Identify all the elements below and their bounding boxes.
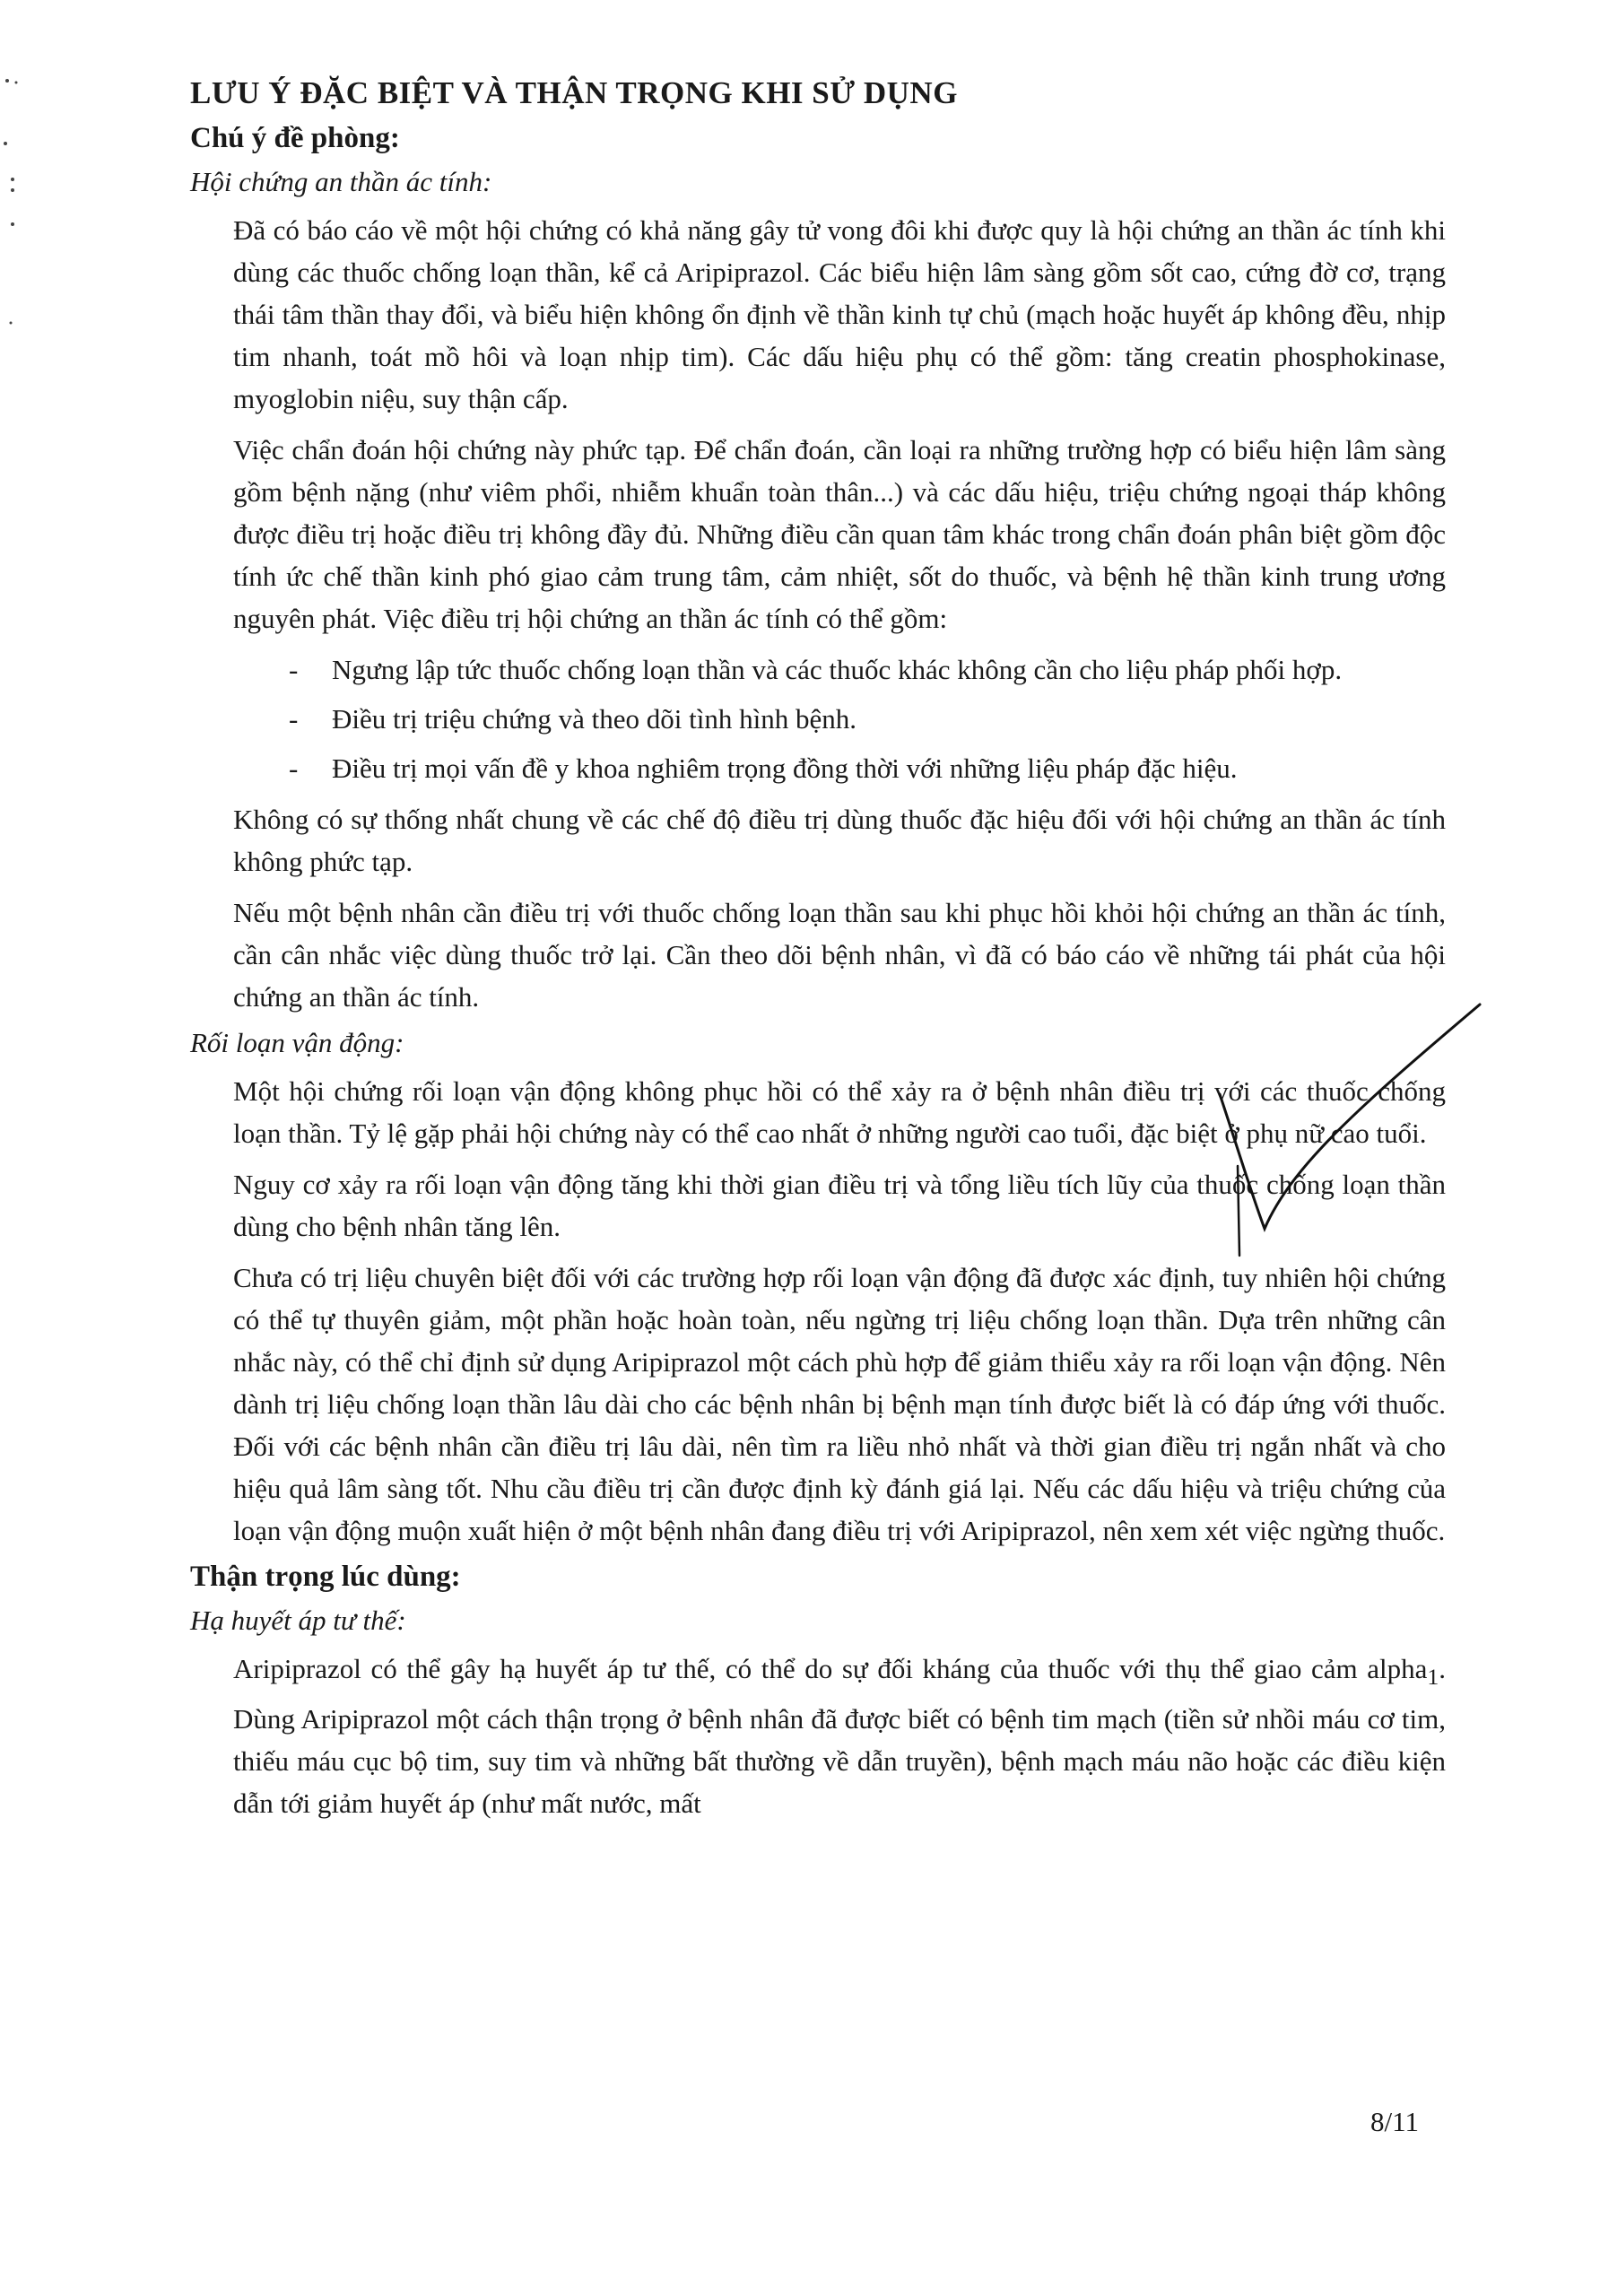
- subheading-tardive-dyskinesia: Rối loạn vận động:: [190, 1027, 404, 1058]
- paragraph: Việc chẩn đoán hội chứng này phức tạp. Để chẩn đoán, cần loại ra những trường hợp có biểu hiện lâm sàng gồm bệnh nặng (như viêm phổi, nhiễm khuẩn toàn thân...) và các dấu hiệu, triệu chứng ngoại tháp không được điều trị hoặc điều trị không đầy đủ. Những điều cần quan tâm khác trong chẩn đoán phân biệt gồm độc tính ức chế thần kinh phó giao cảm trung tâm, cảm nhiệt, sốt do thuốc, và bệnh hệ thần kinh trung ương nguyên phát. Việc điều trị hội chứng an thần ác tính có thể gồm:: [233, 434, 1446, 634]
- subheading-orthostatic-hypotension: Hạ huyết áp tư thế:: [190, 1605, 406, 1636]
- subscript: 1: [1427, 1664, 1439, 1691]
- document-title: LƯU Ý ĐẶC BIỆT VÀ THẬN TRỌNG KHI SỬ DỤNG: [190, 75, 958, 110]
- treatment-list: [289, 648, 1446, 789]
- page-number: 8/11: [1370, 2106, 1419, 2137]
- section-heading-precautions: Chú ý đề phòng:: [190, 122, 400, 154]
- paragraph: Một hội chứng rối loạn vận động không phục hồi có thể xảy ra ở bệnh nhân điều trị với các thuốc chống loạn thần. Tỷ lệ gặp phải hội chứng này có thể cao nhất ở những người cao tuổi, đặc biệt ở phụ nữ cao tuổi.: [233, 1075, 1446, 1149]
- paragraph: Đã có báo cáo về một hội chứng có khả năng gây tử vong đôi khi được quy là hội chứng an thần ác tính khi dùng các thuốc chống loạn thần, kể cả Aripiprazol. Các biểu hiện lâm sàng gồm sốt cao, cứng đờ cơ, trạng thái tâm thần thay đổi, và biểu hiện không ổn định về thần kinh tự chủ (mạch hoặc huyết áp không đều, nhịp tim nhanh, toát mồ hôi và loạn nhịp tim). Các dấu hiệu phụ có thể gồm: tăng creatin phosphokinase, myoglobin niệu, suy thận cấp.: [233, 214, 1446, 414]
- text-run: . Dùng Aripiprazol một cách thận trọng ở bệnh nhân đã được biết có bệnh tim mạch (tiền sử nhồi máu cơ tim, thiếu máu cục bộ tim, suy tim và những bất thường về dẫn truyền), bệnh mạch máu não hoặc các điều kiện dẫn tới giảm huyết áp (như mất nước, mất: [233, 1653, 1446, 1820]
- handwritten-checkmark: [1184, 987, 1507, 1292]
- section-heading-cautions: Thận trọng lúc dùng:: [190, 1561, 461, 1593]
- paragraph: Không có sự thống nhất chung về các chế độ điều trị dùng thuốc đặc hiệu đối với hội chứng an thần ác tính không phức tạp.: [233, 804, 1446, 877]
- document-body: [190, 75, 1446, 1833]
- subheading-nms: Hội chứng an thần ác tính:: [190, 166, 492, 197]
- scan-marks-decoration: [0, 54, 27, 341]
- list-item-text: Điều trị mọi vấn đề y khoa nghiêm trọng đồng thời với những liệu pháp đặc hiệu.: [332, 752, 1238, 784]
- paragraph: Chưa có trị liệu chuyên biệt đối với các trường hợp rối loạn vận động đã được xác định, tuy nhiên hội chứng có thể tự thuyên giảm, một phần hoặc hoàn toàn, nếu ngừng trị liệu chống loạn thần. Dựa trên những cân nhắc này, có thể chỉ định sử dụng Aripiprazol một cách phù hợp để giảm thiểu xảy ra rối loạn vận động. Nên dành trị liệu chống loạn thần lâu dài cho các bệnh nhân bị bệnh mạn tính được biết là có đáp ứng với thuốc. Đối với các bệnh nhân cần điều trị lâu dài, nên tìm ra liều nhỏ nhất và thời gian điều trị ngắn nhất và cho hiệu quả lâm sàng tốt. Nhu cầu điều trị cần được định kỳ đánh giá lại. Nếu các dấu hiệu và triệu chứng của loạn vận động muộn xuất hiện ở một bệnh nhân đang điều trị với Aripiprazol, nên xem xét việc ngừng thuốc.: [233, 1262, 1446, 1546]
- list-item: - Điều trị triệu chứng và theo dõi tình hình bệnh.: [289, 703, 857, 735]
- list-item-text: Điều trị triệu chứng và theo dõi tình hình bệnh.: [332, 703, 857, 735]
- paragraph: Nếu một bệnh nhân cần điều trị với thuốc chống loạn thần sau khi phục hồi khỏi hội chứng an thần ác tính, cần cân nhắc việc dùng thuốc trở lại. Cần theo dõi bệnh nhân, vì đã có báo cáo về những tái phát của hội chứng an thần ác tính.: [233, 897, 1446, 1013]
- paragraph: Nguy cơ xảy ra rối loạn vận động tăng khi thời gian điều trị và tổng liều tích lũy của thuốc chống loạn thần dùng cho bệnh nhân tăng lên.: [233, 1169, 1446, 1242]
- paragraph: [233, 1648, 1446, 1824]
- text-run: Aripiprazol có thể gây hạ huyết áp tư thế, có thể do sự đối kháng của thuốc với thụ thể giao cảm alpha: [233, 1653, 1428, 1684]
- list-item: - Ngưng lập tức thuốc chống loạn thần và các thuốc khác không cần cho liệu pháp phối hợp.: [289, 654, 1343, 685]
- list-item: - Điều trị mọi vấn đề y khoa nghiêm trọng đồng thời với những liệu pháp đặc hiệu.: [289, 752, 1238, 784]
- list-item-text: Ngưng lập tức thuốc chống loạn thần và các thuốc khác không cần cho liệu pháp phối hợp.: [332, 654, 1343, 685]
